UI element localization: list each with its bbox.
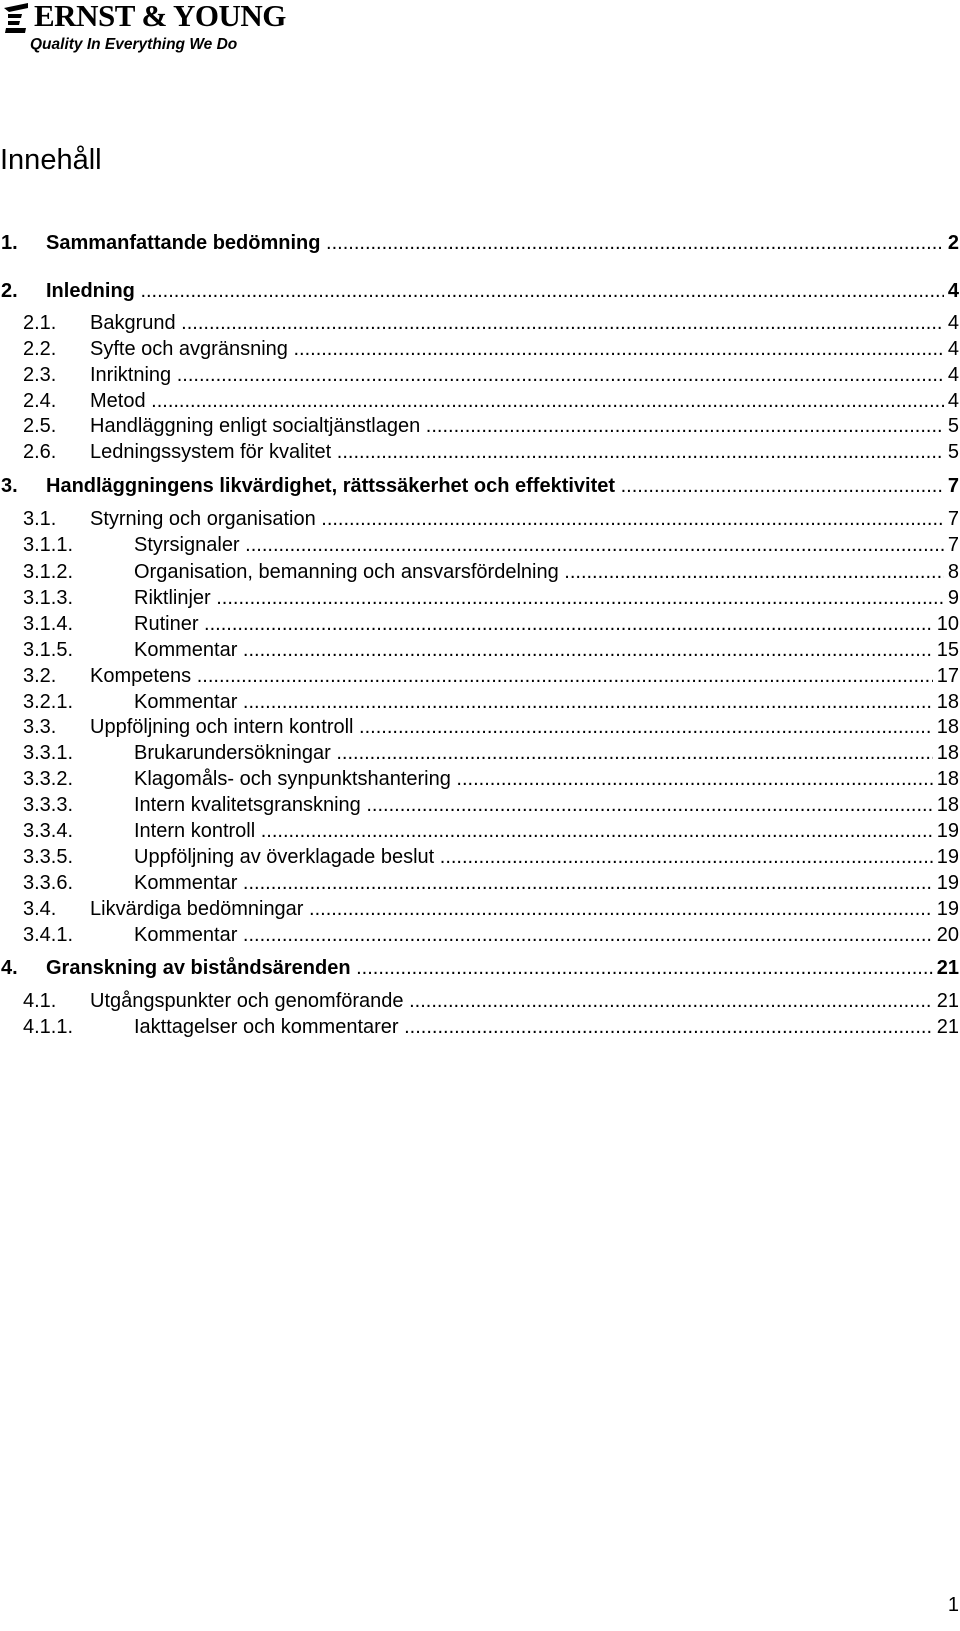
toc-entry-number: 2.6. [23, 441, 57, 463]
toc-entry-title: Sammanfattande bedömning ..... [46, 230, 957, 256]
toc-entry-title: Brukarundersökningar ..... [134, 740, 957, 766]
toc-entry-title: Uppföljning av överklagade beslut ..... [134, 844, 957, 870]
toc-entry-title: Klagomåls- och synpunktshantering ..... [134, 766, 957, 792]
toc-entry[interactable] [0, 310, 959, 336]
toc-entry-title: Styrsignaler ..... [134, 532, 957, 558]
toc-entry[interactable] [0, 585, 959, 611]
toc-entry-title: Styrning och organisation ..... [90, 506, 957, 532]
toc-entry-number: 3.3.3. [23, 794, 74, 816]
toc-entry-page: 18 [933, 714, 959, 740]
toc-entry-title: Kommentar ..... [134, 870, 957, 896]
toc-entry-number: 3.4. [23, 898, 57, 920]
toc-entry-title: Inledning ..... [46, 278, 957, 304]
toc-entry-title: Metod ..... [90, 388, 957, 414]
toc-entry-number: 3.4.1. [23, 924, 74, 946]
toc-entry-page: 7 [944, 473, 959, 499]
toc-entry-number: 3.3.6. [23, 872, 74, 894]
toc-entry[interactable] [0, 336, 959, 362]
toc-entry[interactable] [0, 559, 959, 585]
toc-entry-title: Intern kvalitetsgranskning ..... [134, 792, 957, 818]
toc-entry[interactable] [0, 870, 959, 896]
toc-entry-title: Intern kontroll ..... [134, 818, 957, 844]
toc-entry-title: Utgångspunkter och genomförande ..... [90, 988, 957, 1014]
toc-entry-page: 18 [933, 740, 959, 766]
toc-entry-title: Likvärdiga bedömningar ..... [90, 896, 957, 922]
toc-entry[interactable] [0, 413, 959, 439]
toc-entry-number: 3.1. [23, 508, 57, 530]
toc-entry-page: 7 [944, 506, 959, 532]
toc-entry[interactable] [0, 714, 959, 740]
toc-entry[interactable] [0, 611, 959, 637]
toc-entry-number: 3.3.2. [23, 768, 74, 790]
toc-entry[interactable] [0, 988, 959, 1014]
toc-entry[interactable] [0, 473, 959, 499]
toc-entry-number: 3.3.5. [23, 846, 74, 868]
toc-entry[interactable] [0, 230, 959, 256]
toc-entry-page: 17 [933, 663, 959, 689]
toc-entry-number: 2.5. [23, 415, 57, 437]
toc-entry-page: 19 [933, 818, 959, 844]
toc-entry[interactable] [0, 362, 959, 388]
toc-entry-page: 18 [933, 689, 959, 715]
logo-tagline: Quality In Everything We Do [30, 36, 238, 53]
toc-entry-title: Riktlinjer ..... [134, 585, 957, 611]
toc-entry-number: 4.1.1. [23, 1016, 74, 1038]
toc-entry-page: 4 [944, 388, 959, 414]
toc-entry-number: 3.3.1. [23, 742, 74, 764]
toc-entry-title: Handläggningens likvärdighet, rättssäkerhet och effektivitet ..... [46, 473, 957, 499]
toc-entry[interactable] [0, 818, 959, 844]
toc-entry-page: 8 [944, 559, 959, 585]
toc-entry-number: 3.2.1. [23, 691, 74, 713]
toc-entry-number: 4.1. [23, 990, 57, 1012]
toc-entry-page: 15 [933, 637, 959, 663]
toc-entry[interactable] [0, 792, 959, 818]
toc-entry-number: 3.3. [23, 716, 57, 738]
toc-entry-number: 3.1.5. [23, 639, 74, 661]
toc-entry-title: Ledningssystem för kvalitet ..... [90, 439, 957, 465]
toc-entry-number: 3. [1, 475, 18, 497]
toc-entry-number: 3.1.2. [23, 561, 74, 583]
toc-entry-title: Kommentar ..... [134, 922, 957, 948]
page-number: 1 [947, 1594, 959, 1616]
toc-entry-title: Rutiner ..... [134, 611, 957, 637]
toc-entry-page: 4 [944, 336, 959, 362]
toc-entry-number: 2.3. [23, 364, 57, 386]
toc-entry[interactable] [0, 922, 959, 948]
toc-entry-title: Iakttagelser och kommentarer ..... [134, 1014, 957, 1040]
toc-entry-page: 7 [944, 532, 959, 558]
toc-heading: Innehåll [0, 144, 102, 176]
toc-entry-page: 19 [933, 896, 959, 922]
toc-entry-number: 3.2. [23, 665, 57, 687]
toc-entry-number: 3.1.4. [23, 613, 74, 635]
toc-entry[interactable] [0, 844, 959, 870]
toc-entry[interactable] [0, 532, 959, 558]
toc-entry[interactable] [0, 506, 959, 532]
toc-entry-number: 3.3.4. [23, 820, 74, 842]
toc-entry[interactable] [0, 740, 959, 766]
toc-entry-page: 2 [944, 230, 959, 256]
toc-entry-number: 2. [1, 280, 18, 302]
toc-entry-page: 5 [944, 439, 959, 465]
toc-entry-number: 1. [1, 232, 18, 254]
toc-entry[interactable] [0, 637, 959, 663]
toc-entry-page: 10 [933, 611, 959, 637]
logo-brand-text: ERNST & YOUNG [34, 0, 286, 33]
toc-entry-number: 3.1.1. [23, 534, 74, 556]
toc-entry-title: Kommentar ..... [134, 689, 957, 715]
toc-entry[interactable] [0, 439, 959, 465]
toc-entry-page: 9 [944, 585, 959, 611]
toc-entry-title: Bakgrund ..... [90, 310, 957, 336]
toc-entry-number: 2.2. [23, 338, 57, 360]
toc-entry-number: 4. [1, 957, 18, 979]
toc-entry-page: 4 [944, 278, 959, 304]
toc-entry-number: 3.1.3. [23, 587, 74, 609]
toc-entry-title: Granskning av biståndsärenden ..... [46, 955, 957, 981]
toc-entry-page: 18 [933, 766, 959, 792]
toc-entry[interactable] [0, 766, 959, 792]
toc-entry-page: 19 [933, 870, 959, 896]
toc-entry-title: Handläggning enligt socialtjänstlagen ..... [90, 413, 957, 439]
toc-entry-page: 18 [933, 792, 959, 818]
toc-entry-number: 2.1. [23, 312, 57, 334]
toc-entry[interactable] [0, 1014, 959, 1040]
toc-entry-title: Kompetens ..... [90, 663, 957, 689]
toc-entry-number: 2.4. [23, 390, 57, 412]
toc-entry-page: 20 [933, 922, 959, 948]
toc-entry-page: 4 [944, 310, 959, 336]
toc-entry[interactable] [0, 955, 959, 981]
toc-entry[interactable] [0, 663, 959, 689]
toc-entry-page: 21 [933, 1014, 959, 1040]
toc-entry-title: Uppföljning och intern kontroll ..... [90, 714, 957, 740]
toc-entry-title: Inriktning ..... [90, 362, 957, 388]
toc-entry-page: 21 [933, 955, 959, 981]
toc-entry-page: 5 [944, 413, 959, 439]
toc-entry[interactable] [0, 388, 959, 414]
toc-entry-title: Syfte och avgränsning ..... [90, 336, 957, 362]
toc-entry[interactable] [0, 689, 959, 715]
toc-entry-title: Organisation, bemanning och ansvarsfördelning ..... [134, 559, 957, 585]
toc-entry-page: 21 [933, 988, 959, 1014]
toc-entry-page: 4 [944, 362, 959, 388]
toc-entry[interactable] [0, 896, 959, 922]
toc-entry[interactable] [0, 278, 959, 304]
toc-entry-page: 19 [933, 844, 959, 870]
toc-entry-title: Kommentar ..... [134, 637, 957, 663]
